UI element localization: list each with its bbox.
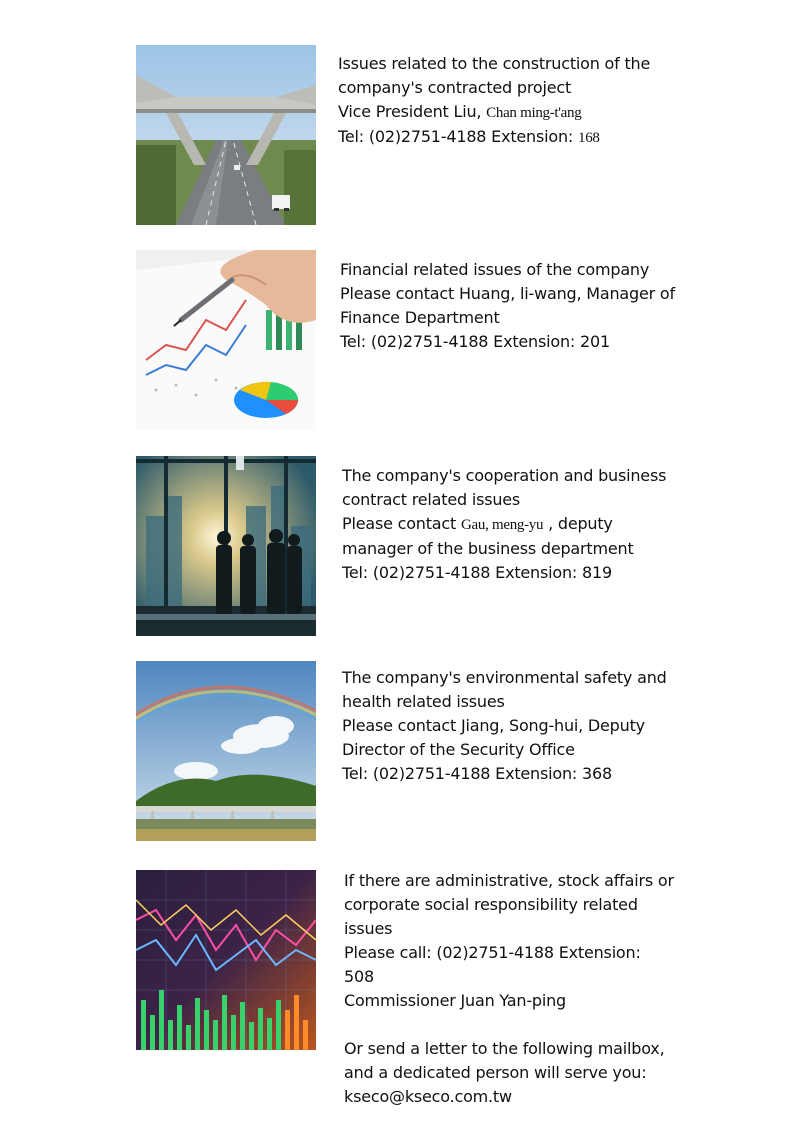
- business-contact-role: , deputy manager of the business department: [342, 514, 634, 558]
- construction-topic: Issues related to the construction of the company's contracted project: [338, 54, 651, 97]
- finance-contact-block: [340, 258, 680, 354]
- finance-contact: Please contact Huang, li-wang, Manager of Finance Department: [340, 284, 675, 327]
- administrative-contact-block: [344, 869, 674, 1109]
- finance-topic: Financial related issues of the company: [340, 260, 650, 279]
- construction-tel-label: Tel: (02)2751-4188 Extension:: [338, 127, 578, 146]
- finance-charts-photo: [136, 250, 316, 430]
- business-contact-prefix: Please contact: [342, 514, 461, 533]
- administrative-topic: If there are administrative, stock affairs or corporate social responsibility related issues: [344, 871, 674, 938]
- administrative-call: Please call: (02)2751-4188 Extension: 508: [344, 943, 641, 986]
- business-contact: [342, 512, 672, 561]
- administrative-contact: Commissioner Juan Yan-ping: [344, 991, 567, 1010]
- construction-contact: [338, 100, 658, 125]
- construction-contact-name: Chan ming-t'ang: [486, 105, 582, 121]
- environmental-tel: Tel: (02)2751-4188 Extension: 368: [342, 764, 612, 783]
- construction-contact-block: [338, 52, 658, 150]
- business-contact-name: Gau, meng-yu: [460, 517, 544, 533]
- construction-extension: 168: [578, 130, 600, 146]
- rainbow-landscape-photo: [136, 661, 316, 841]
- business-tel: Tel: (02)2751-4188 Extension: 819: [342, 563, 612, 582]
- paragraph-spacer: [344, 1013, 674, 1037]
- highway-overpass-photo: [136, 45, 316, 225]
- construction-contact-title: Vice President Liu,: [338, 102, 487, 121]
- environmental-contact-block: [342, 666, 672, 786]
- environmental-contact: Please contact Jiang, Song-hui, Deputy Director of the Security Office: [342, 716, 645, 759]
- finance-tel: Tel: (02)2751-4188 Extension: 201: [340, 332, 610, 351]
- business-meeting-photo: [136, 456, 316, 636]
- construction-tel: [338, 125, 658, 150]
- email-address[interactable]: kseco@kseco.com.tw: [344, 1087, 512, 1106]
- environmental-topic: The company's environmental safety and health related issues: [342, 668, 667, 711]
- business-topic: The company's cooperation and business contract related issues: [342, 466, 667, 509]
- stock-market-chart-photo: [136, 870, 316, 1050]
- business-contact-block: [342, 464, 672, 585]
- mailbox-intro: Or send a letter to the following mailbox, and a dedicated person will serve you:: [344, 1039, 665, 1082]
